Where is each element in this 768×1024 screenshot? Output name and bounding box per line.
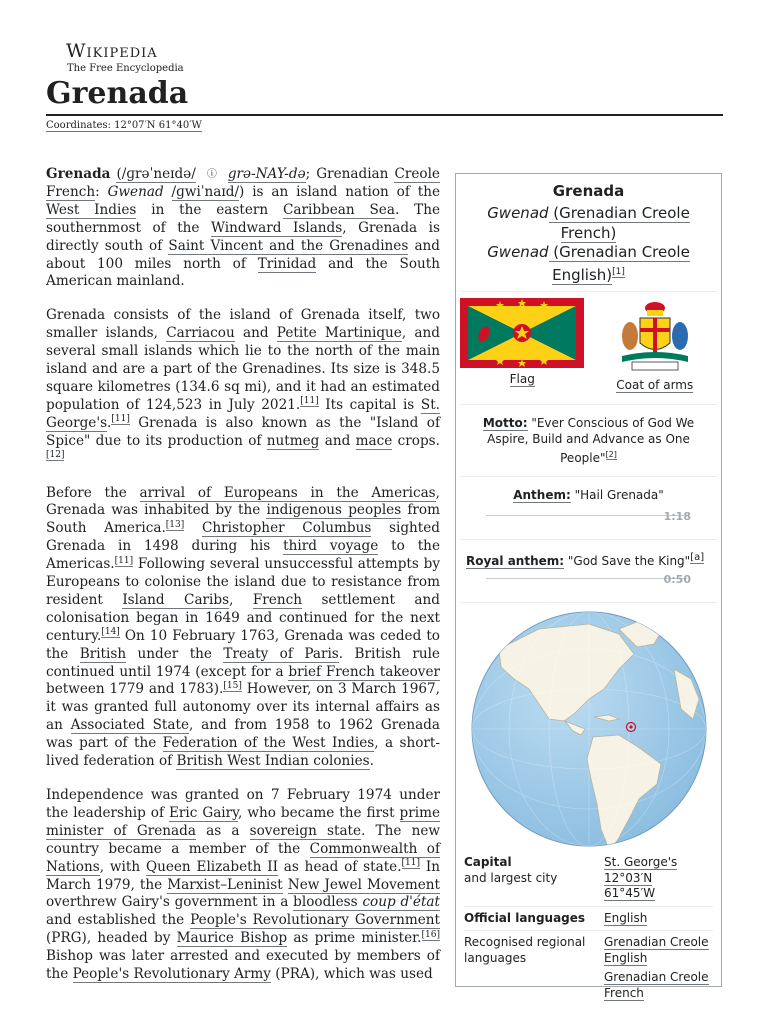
link-columbus[interactable]: Christopher Columbus: [201, 520, 372, 537]
coordinates[interactable]: [46, 120, 202, 131]
link-petite-martinique[interactable]: Petite Martinique: [276, 325, 402, 342]
anthem-label[interactable]: Anthem:: [513, 488, 571, 502]
title-divider: [46, 114, 723, 116]
divider: [460, 476, 717, 477]
capital-label-line2: and largest city: [464, 870, 558, 885]
link-creole-french[interactable]: Creole French: [46, 166, 440, 200]
royal-anthem-label[interactable]: Royal anthem:: [466, 554, 565, 568]
link-trinidad[interactable]: Trinidad: [257, 255, 317, 272]
infobox: [455, 173, 722, 1000]
link-saint-vincent[interactable]: Saint Vincent and the Grenadines: [168, 237, 409, 254]
text: , a short-lived federation of: [46, 735, 440, 770]
link-english[interactable]: English: [604, 910, 648, 925]
link-grenadian-creole-english[interactable]: Grenadian Creole English: [604, 935, 709, 965]
link-caribbean-sea[interactable]: Caribbean Sea: [283, 201, 395, 218]
text: Its capital is: [318, 396, 421, 413]
ipa-link[interactable]: (/ɡrəˈneɪdə/: [116, 166, 196, 182]
link-third-voyage[interactable]: third voyage: [283, 538, 379, 555]
text: and established the: [46, 912, 191, 929]
ref-14[interactable]: [14]: [101, 627, 120, 638]
text: between 1779 and 1783).: [46, 681, 224, 698]
ref-a[interactable]: [a]: [690, 552, 705, 563]
divider: [460, 291, 717, 292]
text: , Grenada is directly south of: [46, 219, 440, 254]
ref-16[interactable]: [16]: [421, 929, 440, 940]
text: , with: [99, 858, 146, 875]
link-prime-minister[interactable]: prime minister of Grenada: [46, 804, 441, 839]
anthem-audio-player[interactable]: [466, 507, 711, 533]
article-subject: Grenada: [46, 166, 111, 182]
text: In March 1979, the: [46, 858, 440, 893]
divider: [460, 602, 717, 603]
coat-of-arms-cell: [589, 298, 722, 398]
text: However, on 3 March 1967, it was granted full autonomy over its internal affairs as an: [46, 681, 440, 734]
capital-label-line1: Capital: [464, 855, 512, 869]
link-island-caribs[interactable]: Island Caribs: [122, 591, 230, 608]
native-name-link[interactable]: (Grenadian Creole French): [548, 204, 690, 242]
ref-12[interactable]: [12]: [46, 450, 65, 461]
text: settlement and colonisation began in 1649 and continued for the next century.: [46, 591, 440, 644]
text: . The southernmost of the: [46, 201, 440, 236]
text: overthrew Gairy's government in a: [46, 894, 294, 911]
native-name-french: [466, 204, 711, 243]
link-brief-french-takeover[interactable]: brief French takeover: [288, 663, 441, 680]
regional-languages-value: [604, 935, 713, 1001]
capital-value: [604, 855, 713, 902]
text: in the eastern: [136, 201, 283, 218]
divider: [460, 539, 717, 540]
link-french[interactable]: French: [252, 591, 302, 608]
text: Independence was granted on 7 February 1974 under the leadership of: [46, 787, 440, 821]
text: , and from 1958 to 1962 Grenada was part of the: [46, 717, 440, 752]
respelling-link[interactable]: grə-NAY-də: [227, 166, 306, 182]
flag-caption[interactable]: Flag: [509, 372, 535, 386]
link-windward-islands[interactable]: Windward Islands: [211, 219, 343, 236]
link-prg[interactable]: People's Revolutionary Government: [190, 912, 441, 929]
link-st-georges[interactable]: St. George's: [46, 396, 440, 431]
text: :: [95, 183, 108, 200]
coordinates-link[interactable]: Coordinates: 12°07′N 61°40′W: [46, 120, 202, 131]
anthem-text: "Hail Grenada": [570, 488, 664, 502]
ref-11[interactable]: [11]: [114, 555, 134, 566]
native-name-english: [466, 243, 711, 285]
link-commonwealth[interactable]: Commonwealth of Nations: [46, 840, 440, 875]
infobox-native-names: [466, 204, 711, 285]
ref-1[interactable]: [1]: [612, 266, 625, 277]
text: . The new country became a member of the: [46, 822, 441, 857]
text: .: [369, 753, 374, 770]
link-queen-elizabeth[interactable]: Queen Elizabeth II: [145, 858, 278, 875]
divider: [464, 906, 713, 907]
motto-text: "Ever Conscious of God We Aspire, Build and Advance as One People": [487, 416, 695, 465]
text: Grenada consists of the island of Grenada itself, two smaller islands,: [46, 307, 440, 342]
link-british-west-indian-colonies[interactable]: British West Indian colonies: [176, 753, 370, 770]
audio-track[interactable]: [486, 578, 687, 579]
wikipedia-logo: Wikipedia: [66, 40, 158, 62]
link-pra[interactable]: People's Revolutionary Army: [72, 966, 271, 983]
royal-anthem-audio-player[interactable]: [466, 570, 711, 596]
ipa-link-2[interactable]: /ɡwiˈnaɪd/: [171, 183, 240, 200]
wikipedia-tagline: The Free Encyclopedia: [67, 63, 184, 74]
link-treaty-of-paris[interactable]: Treaty of Paris: [223, 645, 339, 662]
link-capital[interactable]: St. George's: [604, 855, 678, 869]
ref-15[interactable]: [15]: [223, 680, 242, 691]
coat-of-arms-caption[interactable]: Coat of arms: [616, 378, 694, 392]
text: .: [107, 414, 112, 431]
native-name-link[interactable]: (Grenadian Creole English): [548, 243, 690, 284]
text: ; Grenadian: [305, 166, 389, 182]
text: and: [234, 325, 277, 342]
anthem-row: [456, 483, 721, 507]
link-sovereign-state[interactable]: sovereign state: [249, 822, 362, 839]
link-eric-gairy[interactable]: Eric Gairy: [168, 804, 239, 821]
motto-label[interactable]: Motto:: [482, 416, 528, 430]
link-mace[interactable]: mace: [355, 432, 393, 449]
text: crops.: [392, 432, 440, 449]
text: as a: [195, 822, 250, 839]
link-arrival-europeans[interactable]: arrival of Europeans in the Americas: [139, 484, 436, 501]
text: under the: [126, 645, 224, 662]
ref-11[interactable]: [11]: [111, 414, 130, 425]
flag-image[interactable]: [460, 298, 584, 368]
link-associated-state[interactable]: Associated State: [70, 717, 190, 734]
ref-13[interactable]: [13]: [165, 519, 185, 530]
paragraph-1: [46, 166, 440, 291]
official-languages-label: Official languages: [464, 910, 586, 925]
text: , Grenada was inhabited by the: [46, 484, 440, 519]
link-federation-west-indies[interactable]: Federation of the West Indies: [162, 735, 375, 752]
paragraph-3: [46, 485, 440, 772]
regional-languages-label: Recognised regional languages: [464, 935, 586, 965]
page-title: Grenada: [46, 76, 189, 111]
ref-2[interactable]: [2]: [605, 450, 617, 459]
infobox-facts: [456, 855, 721, 1001]
native-name: Gwenad: [107, 183, 164, 200]
link-new-jewel-movement[interactable]: New Jewel Movement: [287, 876, 440, 893]
text: . British rule continued until 1974 (except for a: [46, 645, 440, 680]
native-name-italic: Gwenad: [487, 204, 549, 222]
location-globe: [456, 609, 721, 849]
text: Following several unsuccessful attempts by Europeans to colonise the island due to resistance from resident: [46, 556, 440, 608]
text: as head of state.: [277, 858, 402, 875]
globe-map-image[interactable]: [469, 609, 709, 849]
royal-anthem-row: [456, 546, 721, 570]
divider: [464, 930, 713, 931]
audio-track[interactable]: [486, 515, 687, 516]
royal-anthem-text: "God Save the King": [564, 554, 691, 568]
link-coup-detat[interactable]: coup d'état: [362, 894, 440, 911]
official-languages-value: [604, 911, 713, 927]
link-british[interactable]: British: [79, 645, 127, 662]
text: sighted Grenada in 1498 during his: [46, 520, 440, 555]
infobox-title: Grenada: [552, 182, 625, 200]
link-maurice-bishop[interactable]: Maurice Bishop: [176, 930, 288, 947]
text: (PRG), headed by: [46, 930, 177, 947]
flag-cell: [456, 298, 589, 398]
audio-duration: 0:50: [663, 573, 691, 586]
coat-of-arms-image[interactable]: [610, 298, 700, 374]
link-marxist-leninist[interactable]: Marxist–Leninist: [167, 876, 283, 893]
text: and the South American mainland.: [46, 255, 440, 290]
motto-row: [456, 411, 721, 470]
text: Before the: [46, 484, 140, 501]
audio-icon[interactable]: ⓘ: [206, 169, 217, 180]
text: to the Americas.: [46, 538, 440, 573]
text: (PRA), which was used: [270, 966, 433, 983]
ref-11[interactable]: [11]: [300, 396, 319, 407]
text: , and several small islands which lie to the north of the main island and are a part of the Grenadines. Its size is 348.5 square kilometres (134.6 sq mi), and it had an estimated population of 124,523 in July 2021.: [46, 325, 440, 413]
text: and: [319, 432, 356, 449]
native-name-italic: Gwenad: [487, 243, 549, 261]
text: Bishop was later arrested and executed by members of the: [46, 948, 440, 983]
paragraph-4: [46, 787, 440, 984]
capital-coord-lon[interactable]: 61°45′W: [604, 886, 656, 900]
capital-label: [464, 855, 604, 902]
capital-coord-lat[interactable]: 12°03′N: [604, 870, 653, 885]
link-nutmeg[interactable]: nutmeg: [266, 432, 320, 449]
link-indigenous-peoples[interactable]: indigenous peoples: [266, 502, 402, 519]
text: On 10 February 1763, Grenada was ceded to the: [46, 627, 440, 662]
text: ) is an island nation of the: [239, 183, 441, 200]
text: as prime minister.: [287, 930, 422, 947]
link-bloodless[interactable]: bloodless: [293, 894, 363, 911]
wikipedia-wordmark[interactable]: [66, 40, 196, 75]
text: ,: [229, 591, 253, 608]
text: Grenada is also known as the "Island of Spice" due to its production of: [46, 414, 440, 449]
text: , who became the first: [238, 804, 400, 821]
link-carriacou[interactable]: Carriacou: [166, 325, 235, 342]
divider: [460, 404, 717, 405]
text: [184, 520, 202, 536]
article-body: [46, 166, 440, 1000]
audio-duration: 1:18: [663, 510, 691, 523]
paragraph-2: [46, 307, 440, 468]
ref-11[interactable]: [11]: [401, 858, 421, 869]
infobox-images: [456, 298, 721, 398]
link-grenadian-creole-french[interactable]: Grenadian Creole French: [604, 970, 709, 1000]
text: and about 100 miles north of: [46, 237, 441, 272]
text: from South America.: [46, 502, 440, 537]
link-west-indies[interactable]: West Indies: [46, 201, 137, 218]
